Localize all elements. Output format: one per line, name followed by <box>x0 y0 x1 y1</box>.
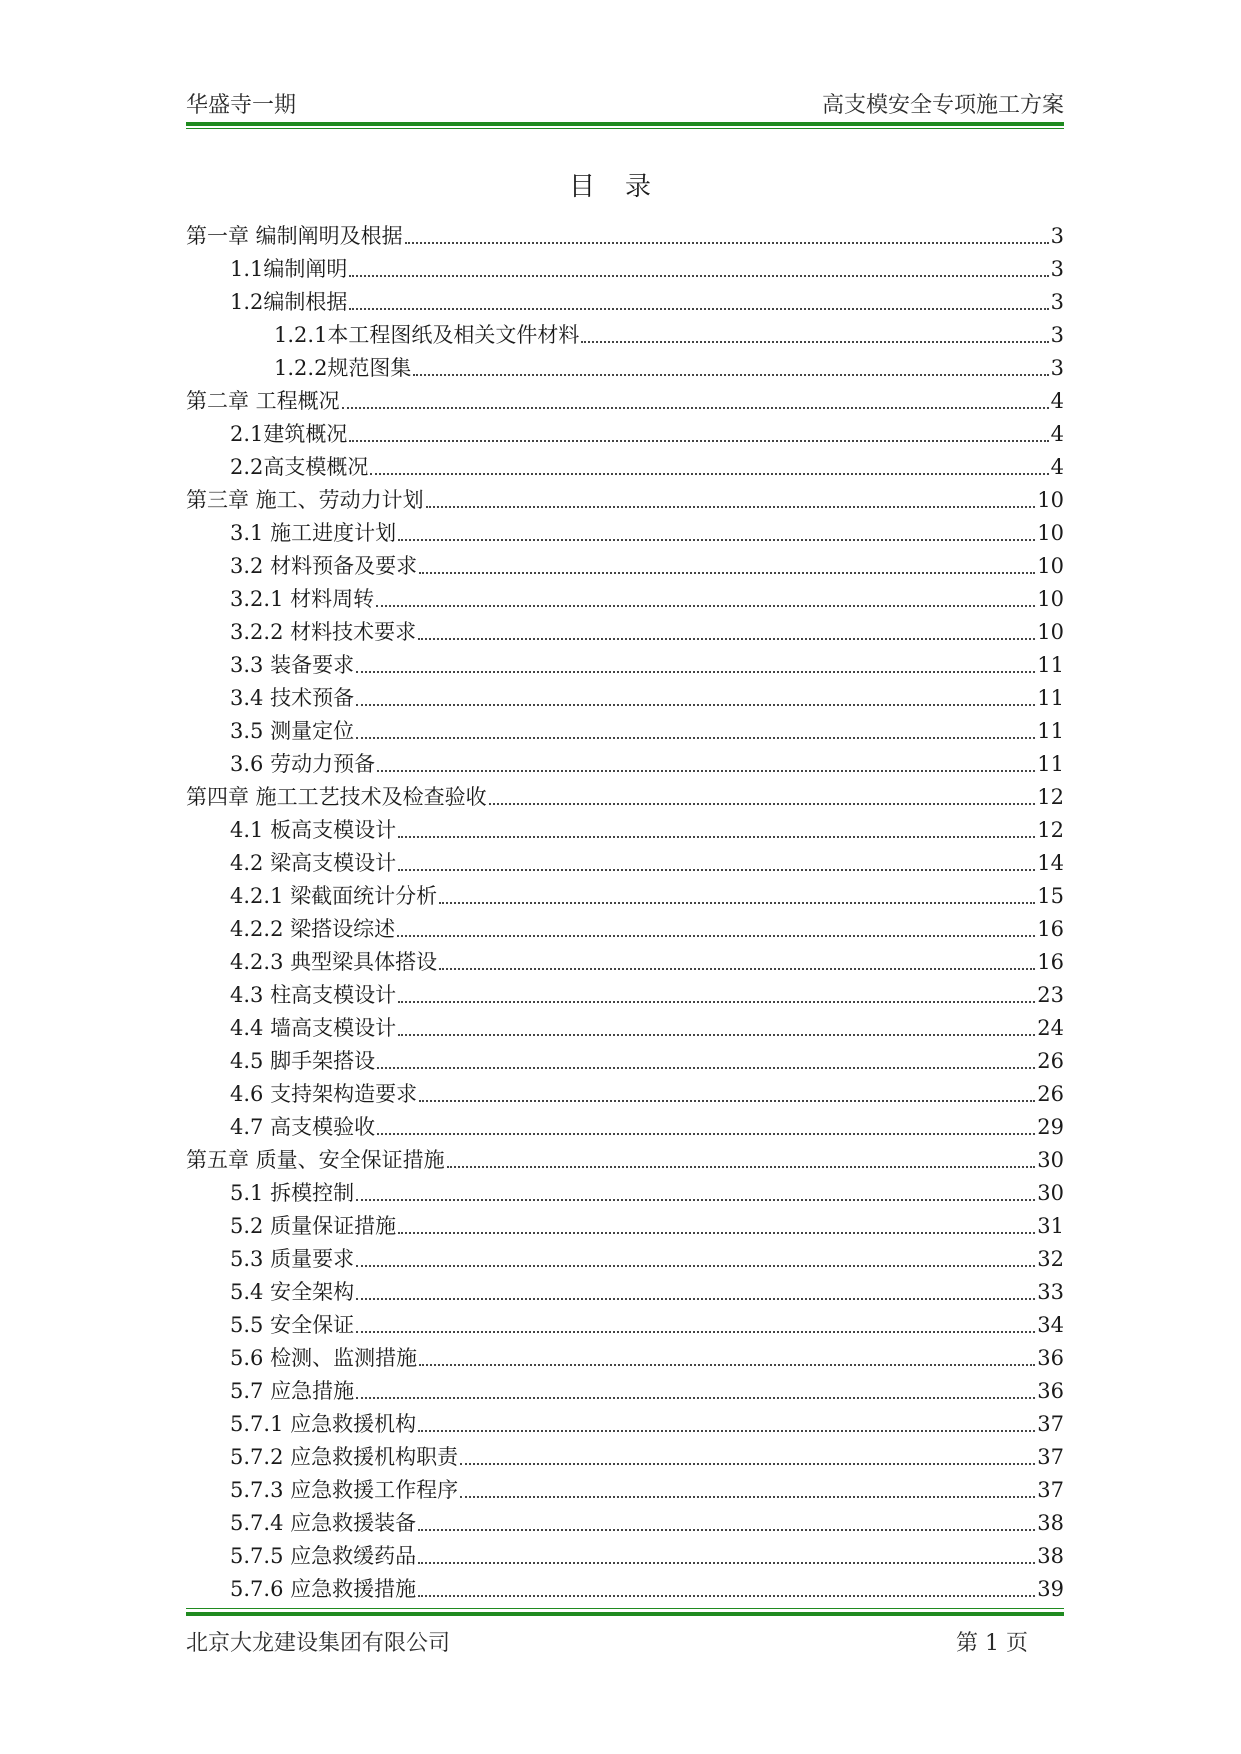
toc-entry[interactable] <box>186 1075 1064 1108</box>
header-document-title: 高支模安全专项施工方案 <box>821 93 1064 118</box>
toc-entry-page: 14 <box>1037 851 1064 875</box>
toc-entry[interactable] <box>186 481 1064 514</box>
toc-entry-text: 4.7 高支模验收 <box>230 1115 376 1139</box>
toc-entry[interactable] <box>186 745 1064 778</box>
table-of-contents <box>186 217 1064 1603</box>
toc-entry-text: 4.6 支持架构造要求 <box>230 1082 418 1106</box>
toc-entry-page: 10 <box>1037 521 1064 545</box>
toc-entry-text: 1.2.2规范图集 <box>274 356 412 380</box>
toc-entry-page: 38 <box>1037 1544 1064 1568</box>
toc-entry[interactable] <box>186 976 1064 1009</box>
toc-entry-text: 2.1建筑概况 <box>230 422 348 446</box>
toc-entry-page: 11 <box>1037 653 1064 677</box>
toc-entry-page: 23 <box>1037 983 1064 1007</box>
toc-entry-text: 5.1 拆模控制 <box>230 1181 355 1205</box>
toc-entry-text: 4.5 脚手架搭设 <box>230 1049 376 1073</box>
toc-dot-leader <box>349 307 1048 310</box>
toc-entry[interactable] <box>186 1141 1064 1174</box>
toc-entry-page: 4 <box>1050 389 1064 413</box>
toc-dot-leader <box>447 1165 1036 1168</box>
toc-entry-text: 2.2高支模概况 <box>230 455 369 479</box>
header-rule-thick <box>186 122 1064 126</box>
toc-entry-page: 11 <box>1037 686 1064 710</box>
toc-entry-page: 11 <box>1037 752 1064 776</box>
toc-entry-text: 5.6 检测、监测措施 <box>230 1346 418 1370</box>
toc-dot-leader <box>377 1066 1035 1069</box>
toc-entry-page: 36 <box>1037 1346 1064 1370</box>
toc-dot-leader <box>356 1198 1035 1201</box>
toc-dot-leader <box>356 1330 1035 1333</box>
toc-dot-leader <box>426 505 1036 508</box>
toc-entry-page: 10 <box>1037 587 1064 611</box>
toc-dot-leader <box>349 274 1048 277</box>
footer-page-number: 第 1 页 <box>956 1631 1028 1656</box>
toc-entry-text: 第一章 编制阐明及根据 <box>186 224 403 248</box>
toc-dot-leader <box>356 703 1035 706</box>
toc-entry-page: 39 <box>1037 1577 1064 1601</box>
toc-dot-leader <box>398 1000 1035 1003</box>
toc-entry[interactable] <box>186 580 1064 613</box>
toc-entry-text: 3.4 技术预备 <box>230 686 355 710</box>
toc-entry-page: 3 <box>1050 290 1064 314</box>
toc-entry-page: 3 <box>1050 323 1064 347</box>
toc-dot-leader <box>439 901 1035 904</box>
toc-entry[interactable] <box>186 679 1064 712</box>
footer-rule-thin <box>186 1608 1064 1609</box>
toc-entry[interactable] <box>186 1570 1064 1603</box>
toc-entry-text: 5.7 应急措施 <box>230 1379 355 1403</box>
toc-entry[interactable] <box>186 910 1064 943</box>
toc-entry-text: 4.2.1 梁截面统计分析 <box>230 884 438 908</box>
toc-entry[interactable] <box>186 646 1064 679</box>
toc-dot-leader <box>377 769 1035 772</box>
toc-entry-text: 4.2.2 梁搭设综述 <box>230 917 396 941</box>
toc-entry[interactable] <box>186 1108 1064 1141</box>
toc-entry-text: 3.2 材料预备及要求 <box>230 554 418 578</box>
toc-entry-page: 34 <box>1037 1313 1064 1337</box>
toc-entry-text: 5.7.6 应急救援措施 <box>230 1577 417 1601</box>
toc-entry-text: 5.7.4 应急救援装备 <box>230 1511 417 1535</box>
toc-entry-page: 26 <box>1037 1082 1064 1106</box>
page-header <box>186 86 1064 120</box>
toc-entry[interactable] <box>186 1438 1064 1471</box>
toc-entry-page: 38 <box>1037 1511 1064 1535</box>
toc-entry-page: 16 <box>1037 950 1064 974</box>
toc-entry-text: 4.1 板高支模设计 <box>230 818 397 842</box>
toc-dot-leader <box>418 637 1035 640</box>
toc-entry-page: 15 <box>1037 884 1064 908</box>
header-project-name: 华盛寺一期 <box>186 93 297 118</box>
toc-entry-text: 5.5 安全保证 <box>230 1313 355 1337</box>
toc-dot-leader <box>405 241 1049 244</box>
toc-entry[interactable] <box>186 1405 1064 1438</box>
toc-entry-text: 4.3 柱高支模设计 <box>230 983 397 1007</box>
toc-entry-text: 第三章 施工、劳动力计划 <box>186 488 424 512</box>
toc-entry-text: 1.1编制阐明 <box>230 257 348 281</box>
toc-dot-leader <box>398 1033 1035 1036</box>
toc-entry[interactable] <box>186 382 1064 415</box>
toc-entry[interactable] <box>186 250 1064 283</box>
toc-entry[interactable] <box>186 613 1064 646</box>
toc-entry-page: 3 <box>1050 257 1064 281</box>
toc-entry[interactable] <box>186 877 1064 910</box>
toc-entry-text: 5.4 安全架构 <box>230 1280 355 1304</box>
toc-entry-text: 3.2.2 材料技术要求 <box>230 620 417 644</box>
toc-entry-text: 3.2.1 材料周转 <box>230 587 375 611</box>
toc-dot-leader <box>419 1363 1035 1366</box>
toc-entry[interactable] <box>186 1174 1064 1207</box>
toc-entry[interactable] <box>186 811 1064 844</box>
toc-dot-leader <box>418 1561 1035 1564</box>
toc-entry-text: 第二章 工程概况 <box>186 389 340 413</box>
toc-entry-text: 1.2.1本工程图纸及相关文件材料 <box>274 323 580 347</box>
toc-dot-leader <box>356 1264 1035 1267</box>
toc-entry-page: 33 <box>1037 1280 1064 1304</box>
toc-entry[interactable] <box>186 1306 1064 1339</box>
toc-dot-leader <box>356 1396 1035 1399</box>
toc-entry-page: 10 <box>1037 488 1064 512</box>
toc-entry-page: 3 <box>1050 356 1064 380</box>
toc-entry-text: 5.7.1 应急救援机构 <box>230 1412 417 1436</box>
toc-dot-leader <box>460 1462 1035 1465</box>
toc-entry-text: 1.2编制根据 <box>230 290 348 314</box>
toc-entry-page: 16 <box>1037 917 1064 941</box>
toc-entry[interactable] <box>186 844 1064 877</box>
toc-dot-leader <box>397 934 1035 937</box>
toc-title: 目录 <box>568 172 681 202</box>
toc-entry-page: 31 <box>1037 1214 1064 1238</box>
toc-entry-text: 3.3 装备要求 <box>230 653 355 677</box>
toc-entry-text: 4.4 墙高支模设计 <box>230 1016 397 1040</box>
footer-company-name: 北京大龙建设集团有限公司 <box>186 1631 451 1656</box>
toc-entry-text: 5.3 质量要求 <box>230 1247 355 1271</box>
toc-entry[interactable] <box>186 1504 1064 1537</box>
toc-entry-page: 10 <box>1037 620 1064 644</box>
toc-entry-page: 4 <box>1050 422 1064 446</box>
toc-entry-text: 5.7.2 应急救援机构职责 <box>230 1445 459 1469</box>
toc-dot-leader <box>419 1099 1035 1102</box>
toc-entry-page: 30 <box>1037 1181 1064 1205</box>
toc-entry-text: 第四章 施工工艺技术及检查验收 <box>186 785 487 809</box>
toc-dot-leader <box>398 835 1035 838</box>
toc-entry-page: 37 <box>1037 1412 1064 1436</box>
toc-dot-leader <box>349 439 1048 442</box>
toc-entry-text: 5.7.5 应急救缓药品 <box>230 1544 417 1568</box>
toc-entry[interactable] <box>186 217 1064 250</box>
toc-dot-leader <box>418 1429 1035 1432</box>
page-footer <box>186 1626 1064 1660</box>
toc-dot-leader <box>356 670 1035 673</box>
toc-entry[interactable] <box>186 943 1064 976</box>
toc-entry[interactable] <box>186 1537 1064 1570</box>
toc-entry[interactable] <box>186 514 1064 547</box>
toc-entry-page: 29 <box>1037 1115 1064 1139</box>
toc-entry[interactable] <box>186 1471 1064 1504</box>
toc-entry-page: 11 <box>1037 719 1064 743</box>
toc-entry[interactable] <box>186 1240 1064 1273</box>
toc-entry[interactable] <box>186 283 1064 316</box>
toc-entry-text: 5.2 质量保证措施 <box>230 1214 397 1238</box>
toc-dot-leader <box>489 802 1036 805</box>
toc-entry-page: 26 <box>1037 1049 1064 1073</box>
toc-entry-page: 4 <box>1050 455 1064 479</box>
toc-dot-leader <box>342 406 1049 409</box>
toc-entry[interactable] <box>186 547 1064 580</box>
toc-dot-leader <box>398 1231 1035 1234</box>
toc-entry-text: 3.6 劳动力预备 <box>230 752 376 776</box>
toc-dot-leader <box>377 1132 1035 1135</box>
toc-entry-text: 4.2.3 典型梁具体搭设 <box>230 950 438 974</box>
toc-dot-leader <box>439 967 1035 970</box>
toc-dot-leader <box>413 373 1048 376</box>
toc-dot-leader <box>418 1594 1035 1597</box>
toc-entry-page: 24 <box>1037 1016 1064 1040</box>
toc-entry-text: 4.2 梁高支模设计 <box>230 851 397 875</box>
toc-entry[interactable] <box>186 778 1064 811</box>
toc-entry[interactable] <box>186 1207 1064 1240</box>
toc-entry[interactable] <box>186 316 1064 349</box>
toc-entry[interactable] <box>186 349 1064 382</box>
header-rule-thin <box>186 128 1064 129</box>
toc-entry-page: 30 <box>1037 1148 1064 1172</box>
toc-entry-text: 3.1 施工进度计划 <box>230 521 397 545</box>
toc-dot-leader <box>581 340 1048 343</box>
toc-entry-text: 3.5 测量定位 <box>230 719 355 743</box>
toc-dot-leader <box>356 736 1035 739</box>
toc-dot-leader <box>398 538 1035 541</box>
toc-entry[interactable] <box>186 448 1064 481</box>
toc-entry-page: 3 <box>1050 224 1064 248</box>
toc-entry[interactable] <box>186 415 1064 448</box>
toc-entry[interactable] <box>186 1372 1064 1405</box>
toc-entry[interactable] <box>186 1009 1064 1042</box>
toc-entry-page: 32 <box>1037 1247 1064 1271</box>
toc-dot-leader <box>460 1495 1035 1498</box>
toc-entry[interactable] <box>186 1042 1064 1075</box>
toc-entry[interactable] <box>186 1339 1064 1372</box>
toc-dot-leader <box>398 868 1035 871</box>
toc-entry-page: 37 <box>1037 1478 1064 1502</box>
toc-entry-page: 37 <box>1037 1445 1064 1469</box>
toc-entry[interactable] <box>186 712 1064 745</box>
toc-entry-page: 10 <box>1037 554 1064 578</box>
toc-entry-page: 36 <box>1037 1379 1064 1403</box>
toc-dot-leader <box>419 571 1035 574</box>
toc-entry-page: 12 <box>1037 818 1064 842</box>
toc-entry-text: 5.7.3 应急救援工作程序 <box>230 1478 459 1502</box>
toc-entry-text: 第五章 质量、安全保证措施 <box>186 1148 445 1172</box>
toc-dot-leader <box>376 604 1035 607</box>
toc-entry[interactable] <box>186 1273 1064 1306</box>
toc-dot-leader <box>418 1528 1035 1531</box>
toc-dot-leader <box>356 1297 1035 1300</box>
toc-entry-page: 12 <box>1037 785 1064 809</box>
toc-dot-leader <box>370 472 1048 475</box>
footer-rule-thick <box>186 1612 1064 1616</box>
